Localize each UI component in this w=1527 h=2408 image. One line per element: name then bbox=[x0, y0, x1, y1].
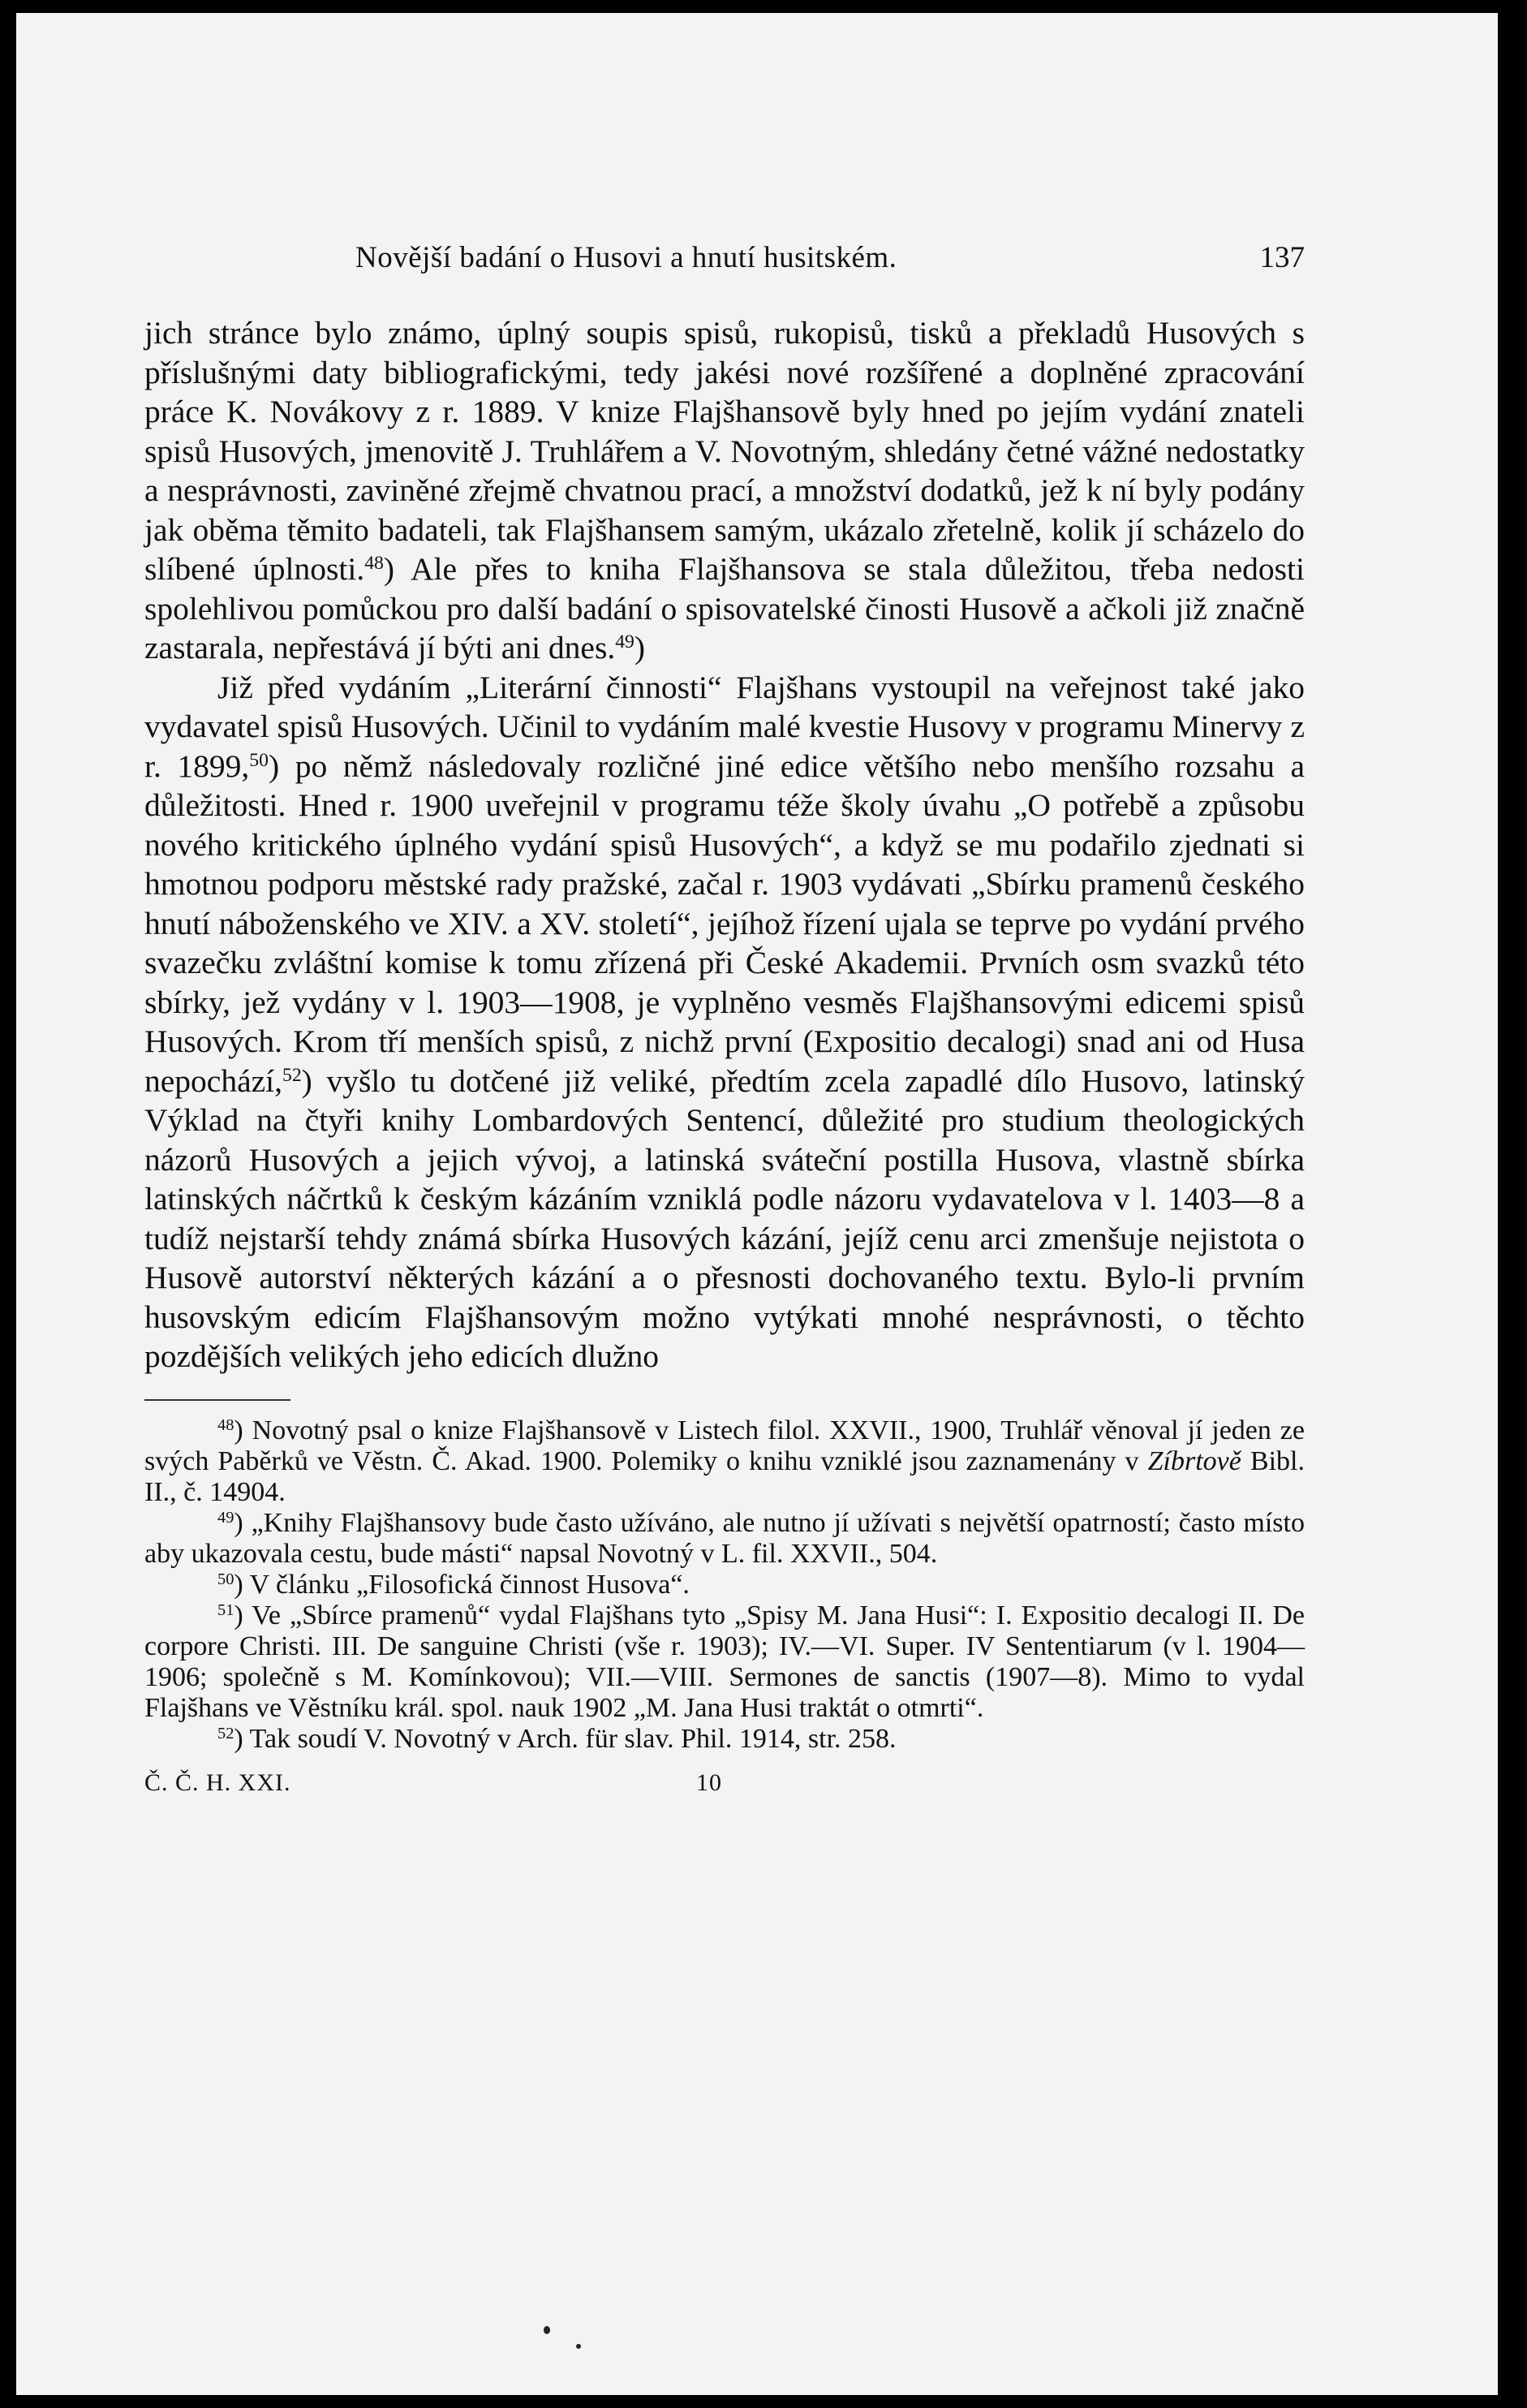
footnote bbox=[144, 1600, 1305, 1724]
paragraph-text: Již před vydáním „Literární činnosti“ Flajšhans vystoupil na veřejnost také jako vydavatel spisů Husových. Učinil to vydáním malé kvestie Husovy v programu Minervy z r. 1899, bbox=[144, 669, 1305, 784]
footnote-text: ) Tak soudí V. Novotný v Arch. für slav. Phil. 1914, str. 258. bbox=[234, 1723, 897, 1754]
paragraph bbox=[144, 313, 1305, 668]
paragraph-text: ) Ale přes to kniha Flajšhansova se stala důležitou, třeba nedosti spolehlivou pomůckou pro další badání o spisovatelské činosti Husově a ačkoli již značně zastarala, nepřestává jí býti ani dnes. bbox=[144, 551, 1305, 666]
footnote-number: 50 bbox=[217, 1570, 234, 1588]
footnote-text: ) „Knihy Flajšhansovy bude často užíváno, ale nutno jí užívati s největší opatrností; často místo aby ukazovala cestu, bude másti“ napsal Novotný v L. fil. XXVII., 504. bbox=[144, 1507, 1305, 1569]
footnote-ref: 52 bbox=[282, 1064, 302, 1086]
footnote-number: 52 bbox=[217, 1724, 234, 1742]
running-title: Novější badání o Husovi a hnutí husitském. bbox=[355, 241, 897, 274]
paragraph-text: jich stránce bylo známo, úplný soupis spisů, rukopisů, tisků a překladů Husových s příslušnými daty bibliografickými, tedy jakési nové rozšířené a doplněné zpracování práce K. Novákovy z r. 1889. V knize Flajšhansově byly hned po jejím vydání znateli spisů Husových, jmenovitě J. Truhlářem a V. Novotným, shledány četné vážné nedostatky a nesprávnosti, zaviněné zřejmě chvatnou prací, a množství dodatků, jež k ní byly podány jak oběma těmito badateli, tak Flajšhansem samým, ukázalo zřetelně, kolik jí scházelo do slíbené úplnosti. bbox=[144, 315, 1305, 587]
running-header bbox=[144, 240, 1305, 305]
body-text bbox=[144, 313, 1305, 1376]
sheet-number: 10 bbox=[696, 1768, 722, 1796]
footnote bbox=[144, 1415, 1305, 1508]
footnote-number: 51 bbox=[217, 1600, 234, 1619]
footnote-text: ) V článku „Filosofická činnost Husova“. bbox=[234, 1569, 690, 1600]
page-sheet bbox=[16, 13, 1498, 2395]
footnote-ref: 50 bbox=[249, 749, 269, 771]
footnotes bbox=[144, 1415, 1305, 1755]
text-column bbox=[144, 240, 1305, 1797]
paragraph bbox=[144, 668, 1305, 1376]
footnote bbox=[144, 1508, 1305, 1570]
footnote-text: Bibl. II., č. 14904. bbox=[144, 1445, 1305, 1507]
footnote-italic: Zíbrtově bbox=[1147, 1445, 1241, 1476]
footnote bbox=[144, 1724, 1305, 1755]
footnote-text: ) Ve „Sbírce pramenů“ vydal Flajšhans tyto „Spisy M. Jana Husi“: I. Expositio decalogi II. De corpore Christi. III. De sanguine Christi (vše r. 1903); IV.—VI. Super. IV Sententiarum (v l. 1904—1906; společně s M. Komínkovou); VII.—VIII. Sermones de sanctis (1907—8). Mimo to vydal Flajšhans ve Věstníku král. spol. nauk 1902 „M. Jana Husi traktát o otmrti“. bbox=[144, 1600, 1305, 1723]
footnote-text: ) Novotný psal o knize Flajšhansově v Listech filol. XXVII., 1900, Truhlář věnoval jí jeden ze svých Paběrků ve Věstn. Č. Akad. 1900. Polemiky o knihu vzniklé jsou zaznamenány v bbox=[144, 1415, 1305, 1476]
footnote-divider bbox=[144, 1399, 290, 1401]
paragraph-text: ) vyšlo tu dotčené již veliké, předtím zcela zapadlé dílo Husovo, latinský Výklad na čtyři knihy Lombardových Sentencí, důležité pro studium theologických názorů Husových a jejich vývoj, a latinská sváteční postilla Husova, vlastně sbírka latinských náčrtků k českým kázáním vzniklá podle názoru vydavatelova v l. 1403—8 a tudíž nejstarší tehdy známá sbírka Husových kázání, jejíž cenu arci zmenšuje nejistota o Husově autorství některých kázání a o přesnosti dochovaného textu. Bylo-li prvním husovským edicím Flajšhansovým možno vytýkati mnohé nesprávnosti, o těchto pozdějších velikých jeho edicích dlužno bbox=[144, 1062, 1305, 1374]
footnote-number: 48 bbox=[217, 1415, 234, 1434]
page-number: 137 bbox=[1259, 241, 1305, 274]
page-footer bbox=[144, 1769, 1305, 1797]
footnote bbox=[144, 1570, 1305, 1600]
journal-signature: Č. Č. H. XXI. bbox=[144, 1768, 291, 1796]
footnote-number: 49 bbox=[217, 1508, 234, 1527]
print-speck bbox=[576, 2344, 581, 2349]
print-speck bbox=[544, 2326, 550, 2334]
paragraph-text: ) po němž následovaly rozličné jiné edice většího nebo menšího rozsahu a důležitosti. Hned r. 1900 uveřejnil v programu téže školy úvahu „O potřebě a způsobu nového kritického úplného vydání spisů Husových“, a když se mu podařilo zjednati si hmotnou podporu městské rady pražské, začal r. 1903 vydávati „Sbírku pramenů českého hnutí náboženského ve XIV. a XV. století“, jejíhož řízení ujala se teprve po vydání prvého svazečku zvláštní komise k tomu zřízená při České Akademii. Prvních osm svazků této sbírky, jež vydány v l. 1903—1908, je vyplněno vesměs Flajšhansovými edicemi spisů Husových. Krom tří menších spisů, z nichž první (Expositio decalogi) snad ani od Husa nepochází, bbox=[144, 747, 1305, 1099]
paragraph-text: ) bbox=[634, 630, 646, 666]
footnote-ref: 48 bbox=[364, 552, 384, 574]
footnote-ref: 49 bbox=[615, 631, 634, 653]
